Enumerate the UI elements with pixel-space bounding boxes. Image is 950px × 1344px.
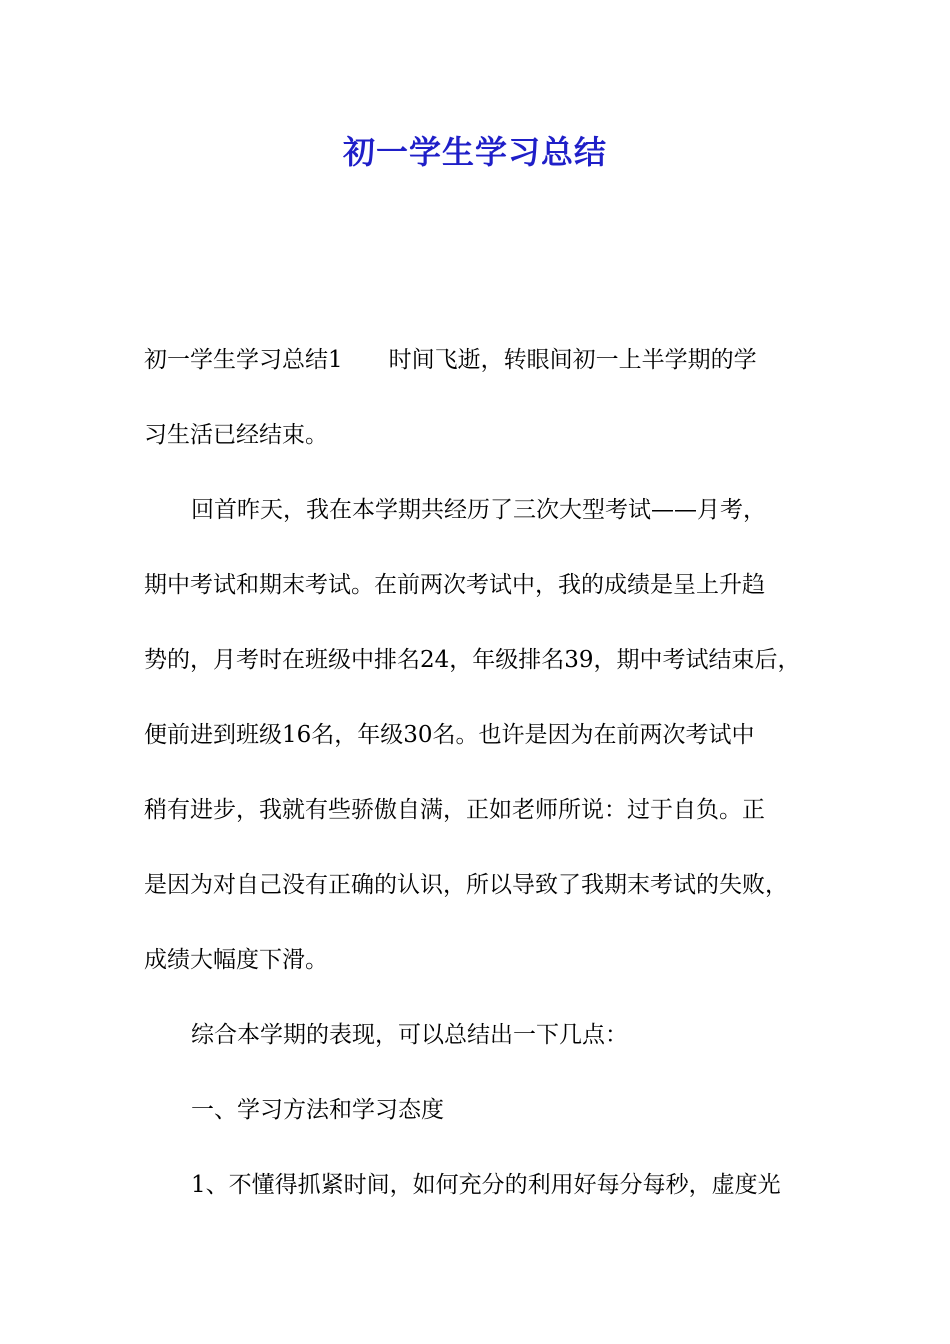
text-line: 势的，月考时在班级中排名24，年级排名39，期中考试结束后， xyxy=(144,647,801,673)
document-body xyxy=(144,338,810,1238)
text-line: 习生活已经结束。 xyxy=(144,422,328,448)
text-line: 便前进到班级16名，年级30名。也许是因为在前两次考试中 xyxy=(144,722,755,748)
text-line: 1、不懂得抓紧时间，如何充分的利用好每分每秒，虚度光 xyxy=(191,1172,781,1198)
text-line: 期中考试和期末考试。在前两次考试中，我的成绩是呈上升趋 xyxy=(144,572,765,598)
text-line: 初一学生学习总结1 时间飞逝，转眼间初一上半学期的学 xyxy=(144,347,757,373)
text-line: 回首昨天，我在本学期共经历了三次大型考试——月考， xyxy=(191,497,766,523)
text-line: 成绩大幅度下滑。 xyxy=(144,947,328,973)
text-line: 是因为对自己没有正确的认识，所以导致了我期末考试的失败， xyxy=(144,872,788,898)
text-line: 稍有进步，我就有些骄傲自满，正如老师所说：过于自负。正 xyxy=(144,797,765,823)
document-title: 初一学生学习总结 xyxy=(342,133,607,171)
text-line: 一、学习方法和学习态度 xyxy=(191,1097,444,1123)
text-line: 综合本学期的表现，可以总结出一下几点： xyxy=(191,1022,628,1048)
